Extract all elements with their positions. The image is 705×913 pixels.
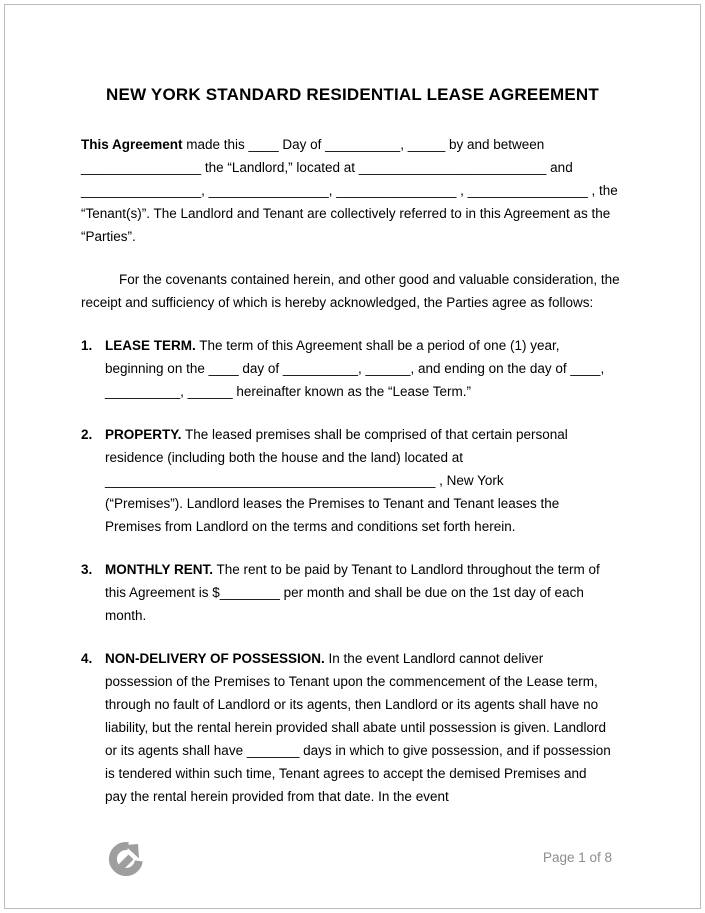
address-blank-line: ____________________________________________ , New York	[105, 473, 504, 488]
section-number: 1.	[81, 338, 93, 353]
section-heading: MONTHLY RENT.	[105, 562, 214, 577]
section-monthly-rent	[81, 558, 611, 627]
section-heading: PROPERTY.	[105, 427, 182, 442]
section-heading: LEASE TERM.	[105, 338, 196, 353]
section-body: In the event Landlord cannot deliver possession of the Premises to Tenant upon the commencement of the Lease term, through no fault of Landlord or its agents, then Landlord or its agents shall have no liability, but the rental herein provided shall abate until possession is given. Landlord or its agents shall have _______ days in which to give possession, and if possession is tendered within such time, Tenant agrees to accept the demised Premises and pay the rental herein provided from that date. In the event	[105, 651, 611, 804]
circular-arrow-logo-icon	[105, 837, 149, 890]
document-page	[4, 4, 701, 909]
page-indicator: Page 1 of 8	[542, 850, 612, 865]
section-body: The term of this Agreement shall be a period of one (1) year, beginning on the ____ day of __________, ______, and ending on the day of ____, __________, ______ hereinafter known as the “Lease Term.”	[105, 338, 605, 399]
section-body: The leased premises shall be comprised of that certain personal residence (including both the house and the land) located at	[105, 427, 568, 465]
section-number: 3.	[81, 562, 93, 577]
section-body-continued: (“Premises”). Landlord leases the Premises to Tenant and Tenant leases the Premises from Landlord on the terms and conditions set forth herein.	[105, 496, 560, 534]
section-lease-term	[81, 334, 611, 403]
section-body: The rent to be paid by Tenant to Landlord throughout the term of this Agreement is $________ per month and shall be due on the 1st day of each month.	[105, 562, 600, 623]
document-content	[81, 84, 624, 828]
section-number: 2.	[81, 427, 93, 442]
document-title: NEW YORK STANDARD RESIDENTIAL LEASE AGREEMENT	[106, 85, 599, 104]
intro-body-text: made this ____ Day of __________, _____ by and between ________________ the “Landlord,” located at _________________________ and ________________, ________________, ________________ , ________________ , the “Tenant(s)”. The Landlord and Tenant are collectively referred to in this Agreement as the “Parties”.	[81, 137, 618, 244]
covenants-paragraph: For the covenants contained herein, and other good and valuable consideration, the receipt and sufficiency of which is hereby acknowledged, the Parties agree as follows:	[81, 272, 620, 310]
intro-lead-text: This Agreement	[81, 137, 183, 152]
section-number: 4.	[81, 651, 93, 666]
section-property	[81, 423, 611, 538]
intro-paragraph	[81, 133, 624, 248]
section-non-delivery-of-possession	[81, 647, 611, 808]
section-heading: NON-DELIVERY OF POSSESSION.	[105, 651, 325, 666]
